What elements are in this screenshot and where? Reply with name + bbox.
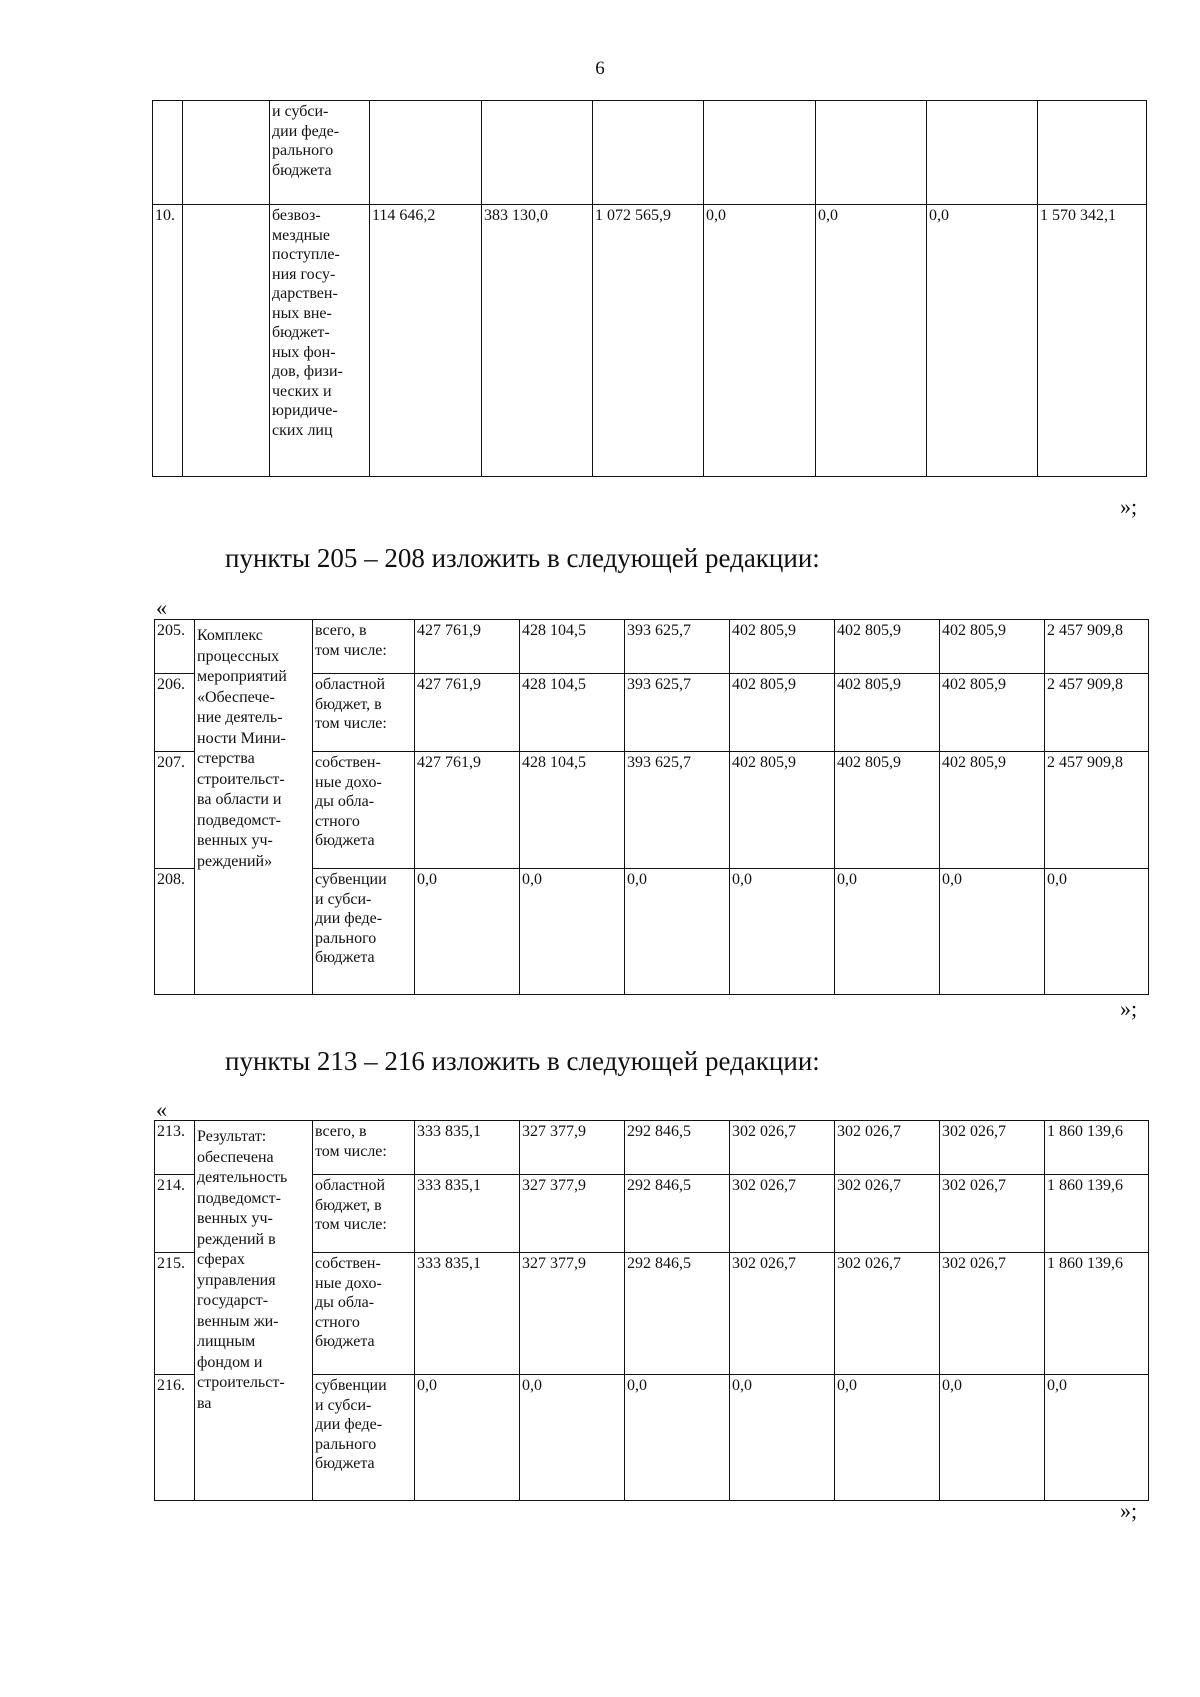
value-cell: 0,0 xyxy=(1045,1375,1149,1501)
value-cell: 292 846,5 xyxy=(625,1121,730,1175)
value-cell: 302 026,7 xyxy=(730,1175,835,1253)
row-number-cell: 207. xyxy=(155,752,195,869)
value-cell: 327 377,9 xyxy=(520,1175,625,1253)
value-cell: 292 846,5 xyxy=(625,1175,730,1253)
value-cell: 383 130,0 xyxy=(482,205,593,477)
page-number: 6 xyxy=(595,58,605,79)
value-cell: 402 805,9 xyxy=(730,752,835,869)
source-cell: областной бюджет, в том числе: xyxy=(313,674,415,752)
value-cell: 0,0 xyxy=(625,1375,730,1501)
value-cell: 1 860 139,6 xyxy=(1045,1175,1149,1253)
value-cell: 427 761,9 xyxy=(415,674,520,752)
value-cell: 1 570 342,1 xyxy=(1038,205,1147,477)
table-row xyxy=(155,620,1149,674)
value-cell: 402 805,9 xyxy=(940,620,1045,674)
closing-quote: »; xyxy=(1120,1498,1138,1523)
value-cell: 2 457 909,8 xyxy=(1045,620,1149,674)
value-cell xyxy=(482,101,593,205)
budget-table-213-216 xyxy=(154,1120,1149,1501)
row-number-cell: 216. xyxy=(155,1375,195,1501)
value-cell: 0,0 xyxy=(940,869,1045,995)
source-cell: всего, в том числе: xyxy=(313,620,415,674)
value-cell: 428 104,5 xyxy=(520,752,625,869)
value-cell: 0,0 xyxy=(520,1375,625,1501)
value-cell: 327 377,9 xyxy=(520,1121,625,1175)
source-cell: субвенции и субси- дии феде- рального бюджета xyxy=(313,1375,415,1501)
value-cell: 302 026,7 xyxy=(835,1253,940,1375)
value-cell xyxy=(370,101,482,205)
value-cell: 0,0 xyxy=(704,205,816,477)
value-cell: 302 026,7 xyxy=(940,1121,1045,1175)
value-cell: 0,0 xyxy=(816,205,927,477)
value-cell: 402 805,9 xyxy=(730,620,835,674)
table-row xyxy=(155,1121,1149,1175)
source-cell: всего, в том числе: xyxy=(313,1121,415,1175)
value-cell: 427 761,9 xyxy=(415,620,520,674)
row-number-cell xyxy=(153,101,183,205)
table-row xyxy=(153,101,1147,205)
value-cell: 0,0 xyxy=(730,869,835,995)
value-cell: 402 805,9 xyxy=(940,674,1045,752)
value-cell: 427 761,9 xyxy=(415,752,520,869)
value-cell: 1 072 565,9 xyxy=(593,205,704,477)
value-cell: 0,0 xyxy=(730,1375,835,1501)
value-cell xyxy=(816,101,927,205)
budget-table-205-208 xyxy=(154,619,1149,995)
value-cell: 402 805,9 xyxy=(940,752,1045,869)
row-name-cell: Комплекс процессных мероприятий «Обеспече- ние деятель- ности Мини- стерства строительст- ва области и подведомст- венных уч- реждений» xyxy=(195,620,313,995)
value-cell: 0,0 xyxy=(415,1375,520,1501)
value-cell xyxy=(704,101,816,205)
value-cell: 333 835,1 xyxy=(415,1121,520,1175)
value-cell: 0,0 xyxy=(835,1375,940,1501)
source-cell: и субси- дии феде- рального бюджета xyxy=(270,101,370,205)
value-cell: 114 646,2 xyxy=(370,205,482,477)
source-cell: собствен- ные дохо- ды обла- стного бюджета xyxy=(313,752,415,869)
value-cell: 333 835,1 xyxy=(415,1175,520,1253)
value-cell: 292 846,5 xyxy=(625,1253,730,1375)
row-name-cell xyxy=(183,205,270,477)
amendment-intro-205-208: пункты 205 – 208 изложить в следующей редакции: xyxy=(225,543,820,573)
row-number-cell: 214. xyxy=(155,1175,195,1253)
table-row xyxy=(153,205,1147,477)
value-cell: 402 805,9 xyxy=(835,674,940,752)
value-cell: 428 104,5 xyxy=(520,674,625,752)
opening-quote: « xyxy=(156,1097,167,1122)
budget-table-row-10 xyxy=(152,100,1147,477)
value-cell: 402 805,9 xyxy=(835,752,940,869)
value-cell: 0,0 xyxy=(835,869,940,995)
closing-quote: »; xyxy=(1120,494,1138,519)
value-cell: 0,0 xyxy=(940,1375,1045,1501)
closing-quote: »; xyxy=(1120,996,1138,1021)
row-number-cell: 208. xyxy=(155,869,195,995)
source-cell: собствен- ные дохо- ды обла- стного бюджета xyxy=(313,1253,415,1375)
row-number-cell: 205. xyxy=(155,620,195,674)
value-cell: 0,0 xyxy=(520,869,625,995)
row-number-cell: 215. xyxy=(155,1253,195,1375)
row-number-cell: 10. xyxy=(153,205,183,477)
value-cell: 402 805,9 xyxy=(730,674,835,752)
row-number-cell: 213. xyxy=(155,1121,195,1175)
value-cell: 0,0 xyxy=(1045,869,1149,995)
amendment-intro-213-216: пункты 213 – 216 изложить в следующей редакции: xyxy=(225,1046,820,1076)
value-cell: 428 104,5 xyxy=(520,620,625,674)
value-cell: 402 805,9 xyxy=(835,620,940,674)
opening-quote: « xyxy=(156,595,167,620)
row-number-cell: 206. xyxy=(155,674,195,752)
value-cell: 0,0 xyxy=(625,869,730,995)
value-cell xyxy=(927,101,1038,205)
source-cell: областной бюджет, в том числе: xyxy=(313,1175,415,1253)
value-cell: 393 625,7 xyxy=(625,752,730,869)
source-cell: безвоз- мездные поступле- ния госу- дарствен- ных вне- бюджет- ных фон- дов, физи- ческих и юридиче- ских лиц xyxy=(270,205,370,477)
value-cell: 393 625,7 xyxy=(625,674,730,752)
value-cell: 302 026,7 xyxy=(730,1253,835,1375)
value-cell: 302 026,7 xyxy=(835,1175,940,1253)
source-cell: субвенции и субси- дии феде- рального бюджета xyxy=(313,869,415,995)
value-cell: 0,0 xyxy=(927,205,1038,477)
value-cell xyxy=(1038,101,1147,205)
value-cell: 302 026,7 xyxy=(940,1253,1045,1375)
value-cell: 393 625,7 xyxy=(625,620,730,674)
value-cell: 1 860 139,6 xyxy=(1045,1253,1149,1375)
row-name-cell xyxy=(183,101,270,205)
value-cell: 333 835,1 xyxy=(415,1253,520,1375)
value-cell: 302 026,7 xyxy=(730,1121,835,1175)
value-cell xyxy=(593,101,704,205)
value-cell: 302 026,7 xyxy=(835,1121,940,1175)
value-cell: 327 377,9 xyxy=(520,1253,625,1375)
value-cell: 2 457 909,8 xyxy=(1045,752,1149,869)
value-cell: 1 860 139,6 xyxy=(1045,1121,1149,1175)
value-cell: 0,0 xyxy=(415,869,520,995)
value-cell: 302 026,7 xyxy=(940,1175,1045,1253)
row-name-cell: Результат: обеспечена деятельность подведомст- венных уч- реждений в сферах управления государст- венным жи- лищным фондом и строительст- ва xyxy=(195,1121,313,1501)
value-cell: 2 457 909,8 xyxy=(1045,674,1149,752)
